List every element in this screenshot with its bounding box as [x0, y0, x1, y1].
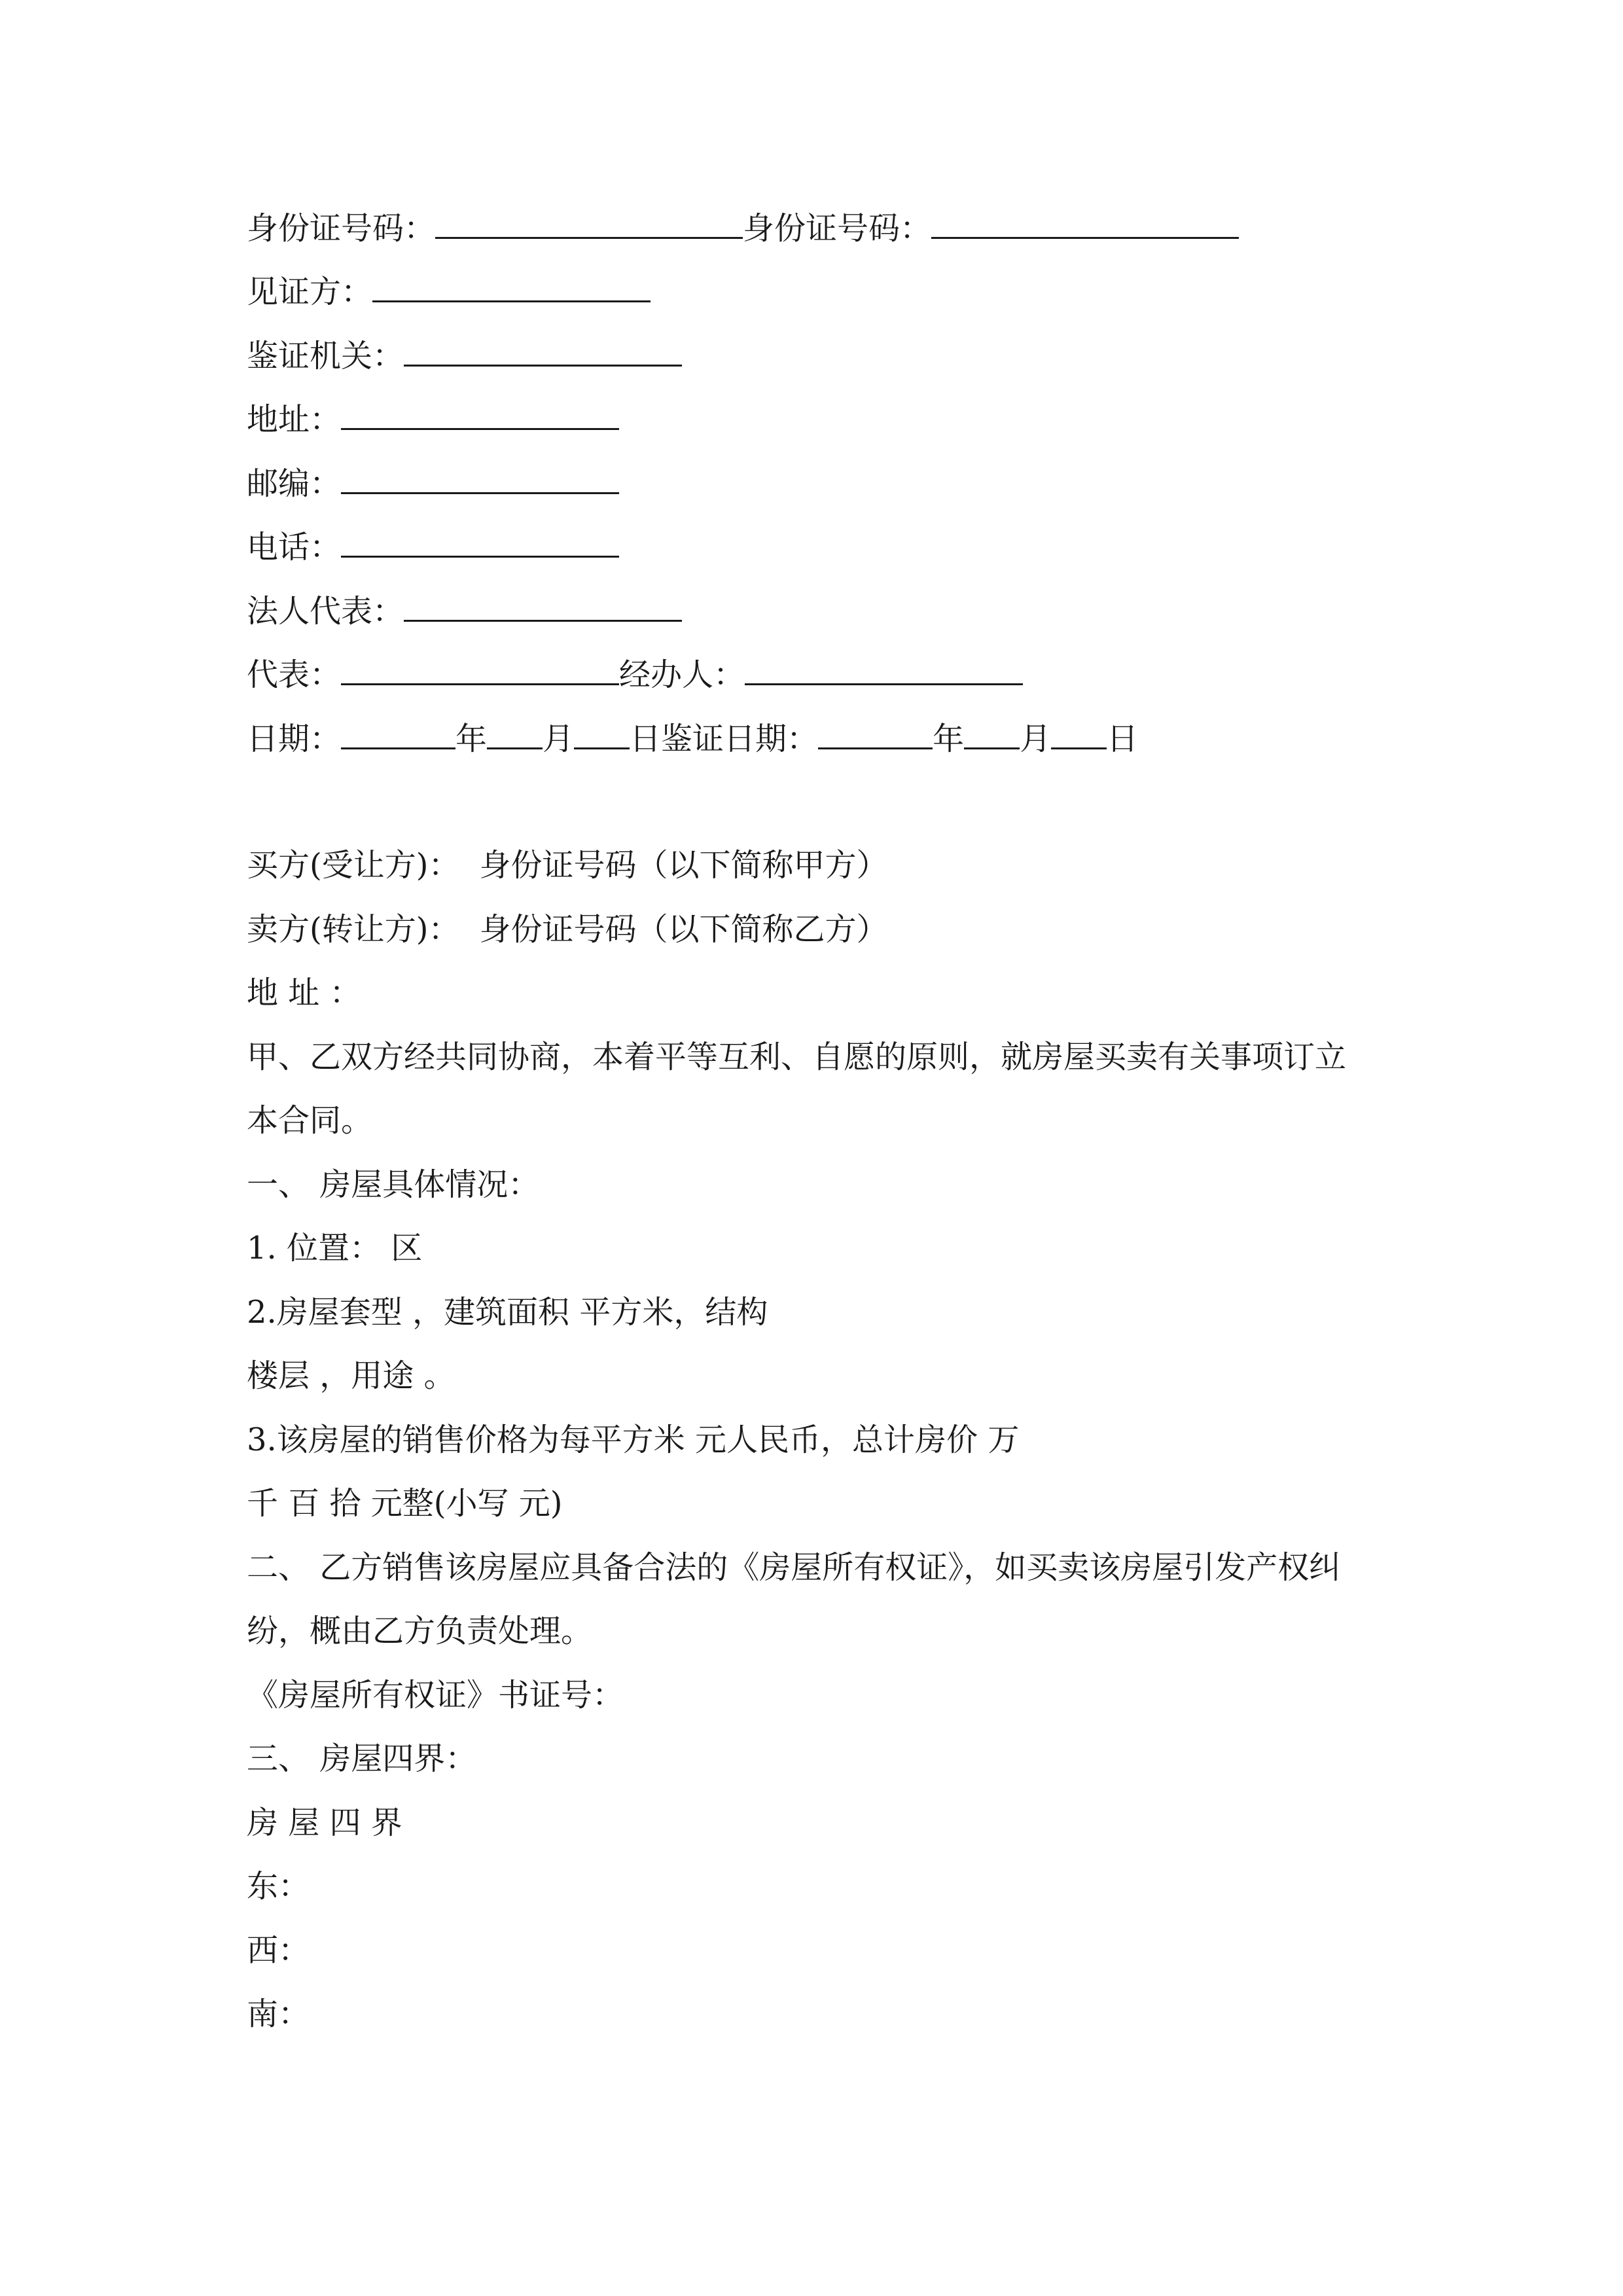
rep-label: 代表： — [247, 656, 342, 693]
legal-rep-label: 法人代表： — [247, 593, 404, 630]
item-1-location: 1. 位置： 区 — [247, 1230, 423, 1266]
handler-blank[interactable] — [745, 655, 1023, 685]
id-number-row — [247, 208, 1239, 247]
date-label: 日期： — [247, 721, 342, 757]
year-blank-2[interactable] — [818, 719, 933, 749]
postcode-row — [247, 463, 619, 503]
date-row — [247, 719, 1138, 758]
address-row — [247, 399, 619, 439]
buyer-row — [247, 846, 887, 885]
bounds-heading: 房 屋 四 界 — [247, 1804, 402, 1841]
postcode-label: 邮编： — [247, 465, 342, 502]
bound-west: 西： — [247, 1932, 310, 1969]
contract-address: 地 址 ： — [247, 975, 361, 1011]
buyer-id: 身份证号码（以下简称甲方） — [479, 847, 888, 884]
item-2-house-type: 2.房屋套型 ，建筑面积 平方米，结构 — [247, 1294, 768, 1331]
month-blank-2[interactable] — [964, 719, 1020, 749]
phone-row — [247, 527, 619, 566]
id-number-blank-2[interactable] — [931, 208, 1239, 239]
year-label-1: 年 — [455, 721, 488, 757]
day-blank-2[interactable] — [1051, 719, 1107, 749]
phone-blank[interactable] — [341, 527, 619, 558]
legal-rep-row — [247, 591, 682, 630]
postcode-blank[interactable] — [341, 463, 619, 494]
item-2-floor-use: 楼层 ，用途 。 — [247, 1357, 455, 1394]
year-label-2: 年 — [933, 721, 965, 757]
section-2-line-2: 纷，概由乙方负责处理。 — [247, 1613, 593, 1649]
seller-id: 身份证号码（以下简称乙方） — [479, 911, 888, 948]
id-number-blank-1[interactable] — [435, 208, 743, 239]
buyer-label: 买方(受让方)： — [247, 847, 460, 884]
legal-rep-blank[interactable] — [404, 591, 682, 622]
section-3-heading: 三、 房屋四界： — [247, 1740, 477, 1777]
representative-row — [247, 655, 1023, 694]
authority-row — [247, 336, 682, 375]
authority-blank[interactable] — [404, 336, 682, 367]
id-label-2: 身份证号码： — [743, 210, 932, 247]
witness-row — [247, 272, 651, 311]
preamble-line-1: 甲、乙双方经共同协商，本着平等互利、自愿的原则，就房屋买卖有关事项订立 — [247, 1039, 1347, 1075]
section-1-heading: 一、 房屋具体情况： — [247, 1166, 540, 1203]
bound-south: 南： — [247, 1996, 310, 2032]
witness-blank[interactable] — [372, 272, 651, 302]
witness-label: 见证方： — [247, 274, 373, 310]
month-blank-1[interactable] — [487, 719, 543, 749]
certificate-number: 《房屋所有权证》书证号： — [247, 1677, 624, 1713]
section-2-line-1: 二、 乙方销售该房屋应具备合法的《房屋所有权证》，如买卖该房屋引发产权纠 — [247, 1549, 1341, 1586]
handler-label: 经办人： — [619, 656, 745, 693]
address-blank[interactable] — [341, 399, 619, 430]
day-verify-label: 日鉴证日期： — [630, 721, 819, 757]
id-label-1: 身份证号码： — [247, 210, 436, 247]
month-label-2: 月 — [1020, 721, 1052, 757]
month-label-1: 月 — [543, 721, 575, 757]
rep-blank[interactable] — [341, 655, 619, 685]
item-3-price-amount: 千 百 拾 元整(小写 元) — [247, 1485, 563, 1522]
seller-row — [247, 910, 887, 949]
preamble-line-2: 本合同。 — [247, 1102, 373, 1139]
item-3-price: 3.该房屋的销售价格为每平方米 元人民币，总计房价 万 — [247, 1422, 1020, 1458]
day-label-2: 日 — [1107, 721, 1139, 757]
bound-east: 东： — [247, 1868, 310, 1905]
address-label: 地址： — [247, 401, 342, 438]
phone-label: 电话： — [247, 529, 342, 565]
authority-label: 鉴证机关： — [247, 338, 404, 374]
day-blank-1[interactable] — [574, 719, 630, 749]
seller-label: 卖方(转让方)： — [247, 911, 460, 948]
year-blank-1[interactable] — [341, 719, 455, 749]
